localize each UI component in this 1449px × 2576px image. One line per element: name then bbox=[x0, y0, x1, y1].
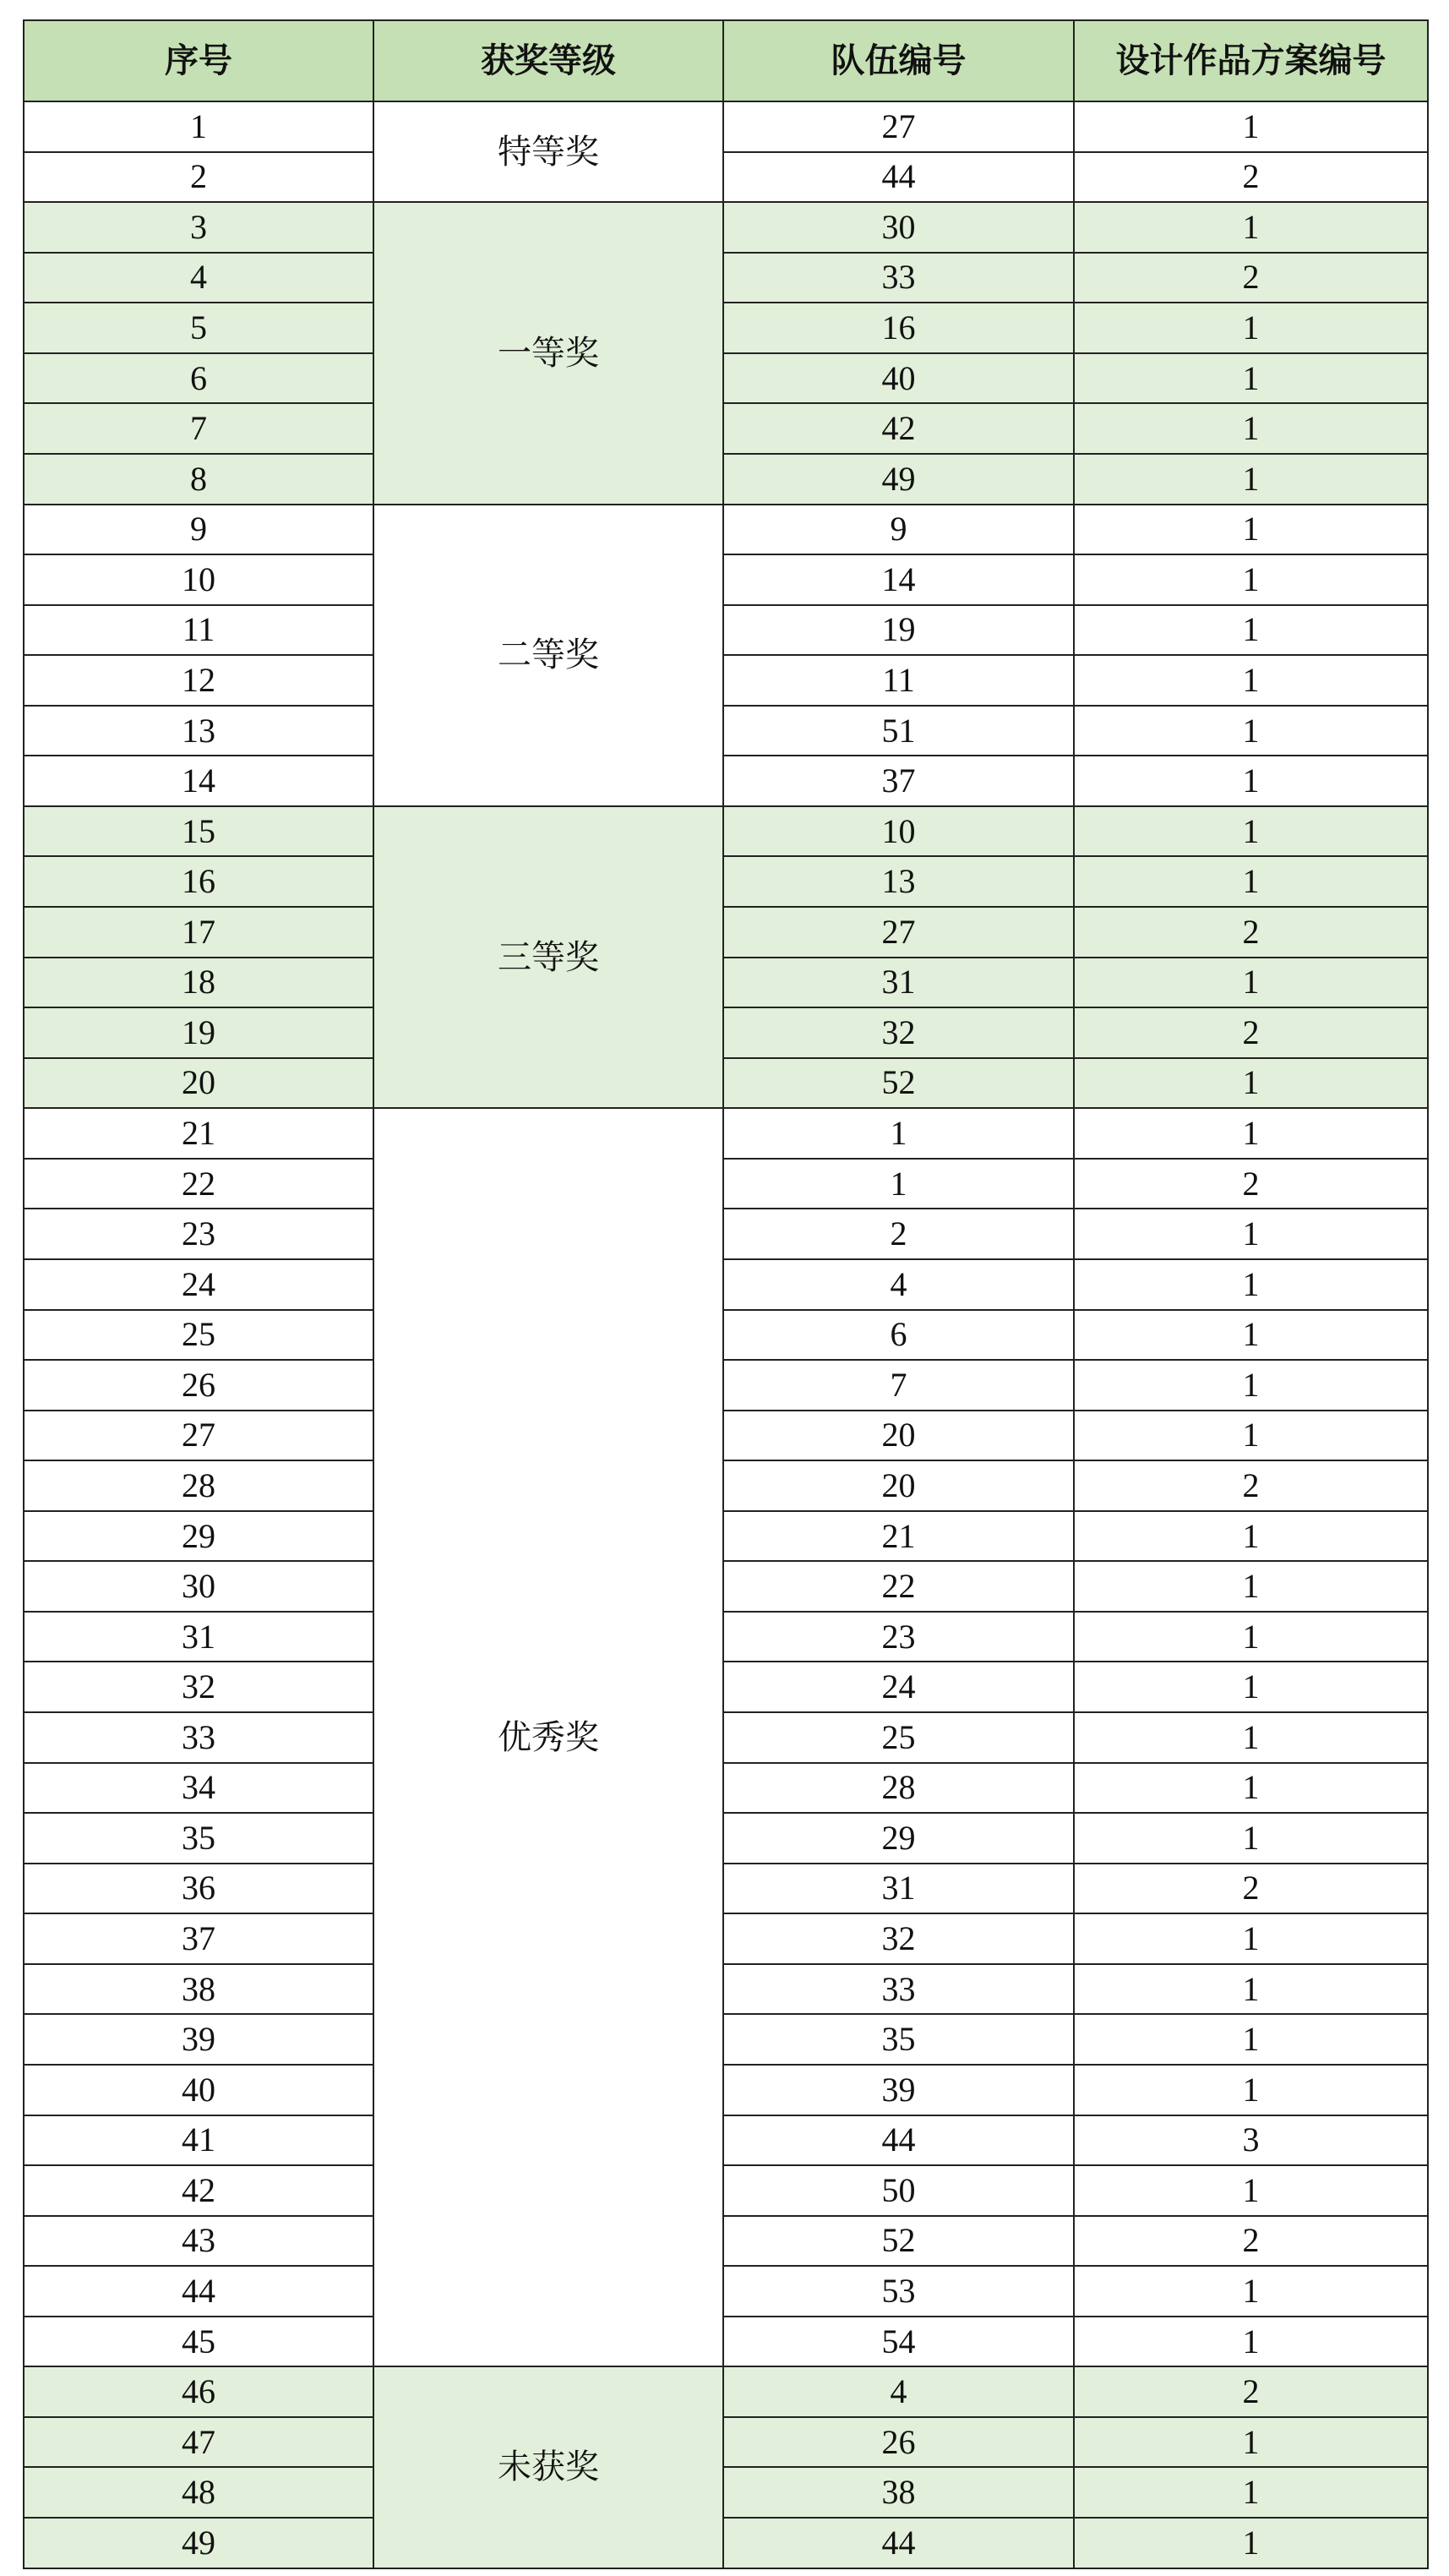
table-row bbox=[24, 2266, 1428, 2317]
team-number-cell: 30 bbox=[723, 202, 1074, 253]
design-plan-number-cell: 1 bbox=[1074, 2467, 1428, 2518]
team-number-cell: 4 bbox=[723, 2366, 1074, 2417]
award-level-cell: 优秀奖 bbox=[373, 1108, 723, 2366]
table-row bbox=[24, 605, 1428, 656]
team-number-cell: 14 bbox=[723, 554, 1074, 605]
team-number-cell: 29 bbox=[723, 1813, 1074, 1864]
design-plan-number-cell: 2 bbox=[1074, 1007, 1428, 1058]
team-number-cell: 35 bbox=[723, 2014, 1074, 2065]
design-plan-number-cell: 1 bbox=[1074, 2266, 1428, 2317]
team-number-cell: 37 bbox=[723, 756, 1074, 806]
team-number-cell: 16 bbox=[723, 303, 1074, 353]
table-row bbox=[24, 1007, 1428, 1058]
design-plan-number-cell: 1 bbox=[1074, 2518, 1428, 2568]
serial-number-cell: 40 bbox=[24, 2065, 373, 2115]
award-level-cell: 三等奖 bbox=[373, 806, 723, 1108]
table-row bbox=[24, 2366, 1428, 2417]
team-number-cell: 2 bbox=[723, 1209, 1074, 1259]
table-row bbox=[24, 1612, 1428, 1662]
design-plan-number-cell: 1 bbox=[1074, 856, 1428, 907]
serial-number-cell: 1 bbox=[24, 101, 373, 152]
team-number-cell: 20 bbox=[723, 1460, 1074, 1511]
serial-number-cell: 48 bbox=[24, 2467, 373, 2518]
serial-number-cell: 12 bbox=[24, 655, 373, 706]
team-number-cell: 32 bbox=[723, 1007, 1074, 1058]
design-plan-number-cell: 1 bbox=[1074, 1712, 1428, 1763]
table-row bbox=[24, 1662, 1428, 1712]
table-row bbox=[24, 1763, 1428, 1814]
team-number-cell: 39 bbox=[723, 2065, 1074, 2115]
design-plan-number-cell: 1 bbox=[1074, 2417, 1428, 2468]
serial-number-cell: 7 bbox=[24, 403, 373, 454]
design-plan-number-cell: 1 bbox=[1074, 1310, 1428, 1361]
team-number-cell: 44 bbox=[723, 2518, 1074, 2568]
design-plan-number-cell: 1 bbox=[1074, 958, 1428, 1008]
table-row bbox=[24, 856, 1428, 907]
design-plan-number-cell: 1 bbox=[1074, 101, 1428, 152]
design-plan-number-cell: 1 bbox=[1074, 403, 1428, 454]
serial-number-cell: 49 bbox=[24, 2518, 373, 2568]
design-plan-number-cell: 2 bbox=[1074, 253, 1428, 303]
design-plan-number-cell: 1 bbox=[1074, 1662, 1428, 1712]
design-plan-number-cell: 1 bbox=[1074, 1360, 1428, 1411]
team-number-cell: 13 bbox=[723, 856, 1074, 907]
serial-number-cell: 5 bbox=[24, 303, 373, 353]
serial-number-cell: 27 bbox=[24, 1411, 373, 1461]
design-plan-number-cell: 1 bbox=[1074, 1763, 1428, 1814]
design-plan-number-cell: 1 bbox=[1074, 1511, 1428, 1562]
design-plan-number-cell: 1 bbox=[1074, 806, 1428, 857]
header-serial-number: 序号 bbox=[24, 20, 373, 101]
serial-number-cell: 6 bbox=[24, 353, 373, 404]
design-plan-number-cell: 1 bbox=[1074, 2165, 1428, 2216]
design-plan-number-cell: 3 bbox=[1074, 2115, 1428, 2166]
table-row bbox=[24, 2014, 1428, 2065]
serial-number-cell: 30 bbox=[24, 1561, 373, 1612]
table-row bbox=[24, 403, 1428, 454]
serial-number-cell: 35 bbox=[24, 1813, 373, 1864]
table-row bbox=[24, 2115, 1428, 2166]
table-row bbox=[24, 1460, 1428, 1511]
serial-number-cell: 26 bbox=[24, 1360, 373, 1411]
team-number-cell: 52 bbox=[723, 2216, 1074, 2267]
serial-number-cell: 34 bbox=[24, 1763, 373, 1814]
design-plan-number-cell: 2 bbox=[1074, 907, 1428, 958]
table-row bbox=[24, 101, 1428, 152]
table-row bbox=[24, 2165, 1428, 2216]
serial-number-cell: 16 bbox=[24, 856, 373, 907]
serial-number-cell: 47 bbox=[24, 2417, 373, 2468]
serial-number-cell: 3 bbox=[24, 202, 373, 253]
design-plan-number-cell: 1 bbox=[1074, 756, 1428, 806]
table-row bbox=[24, 1864, 1428, 1914]
team-number-cell: 38 bbox=[723, 2467, 1074, 2518]
team-number-cell: 40 bbox=[723, 353, 1074, 404]
design-plan-number-cell: 2 bbox=[1074, 2366, 1428, 2417]
serial-number-cell: 15 bbox=[24, 806, 373, 857]
serial-number-cell: 36 bbox=[24, 1864, 373, 1914]
serial-number-cell: 41 bbox=[24, 2115, 373, 2166]
table-row bbox=[24, 1561, 1428, 1612]
table-row bbox=[24, 1913, 1428, 1964]
design-plan-number-cell: 1 bbox=[1074, 1209, 1428, 1259]
team-number-cell: 4 bbox=[723, 1259, 1074, 1310]
team-number-cell: 25 bbox=[723, 1712, 1074, 1763]
serial-number-cell: 10 bbox=[24, 554, 373, 605]
team-number-cell: 50 bbox=[723, 2165, 1074, 2216]
table-row bbox=[24, 1712, 1428, 1763]
serial-number-cell: 31 bbox=[24, 1612, 373, 1662]
design-plan-number-cell: 1 bbox=[1074, 1411, 1428, 1461]
serial-number-cell: 39 bbox=[24, 2014, 373, 2065]
serial-number-cell: 37 bbox=[24, 1913, 373, 1964]
table-row bbox=[24, 1964, 1428, 2015]
team-number-cell: 22 bbox=[723, 1561, 1074, 1612]
table-row bbox=[24, 1159, 1428, 1209]
table-row bbox=[24, 303, 1428, 353]
header-row bbox=[24, 20, 1428, 101]
table-row bbox=[24, 907, 1428, 958]
table-row bbox=[24, 1259, 1428, 1310]
serial-number-cell: 19 bbox=[24, 1007, 373, 1058]
serial-number-cell: 13 bbox=[24, 706, 373, 756]
table-row bbox=[24, 1108, 1428, 1159]
serial-number-cell: 9 bbox=[24, 505, 373, 555]
table-row bbox=[24, 2467, 1428, 2518]
table-row bbox=[24, 1058, 1428, 1109]
serial-number-cell: 42 bbox=[24, 2165, 373, 2216]
design-plan-number-cell: 1 bbox=[1074, 1813, 1428, 1864]
team-number-cell: 52 bbox=[723, 1058, 1074, 1109]
team-number-cell: 10 bbox=[723, 806, 1074, 857]
serial-number-cell: 28 bbox=[24, 1460, 373, 1511]
table-row bbox=[24, 253, 1428, 303]
table-row bbox=[24, 1813, 1428, 1864]
table-row bbox=[24, 202, 1428, 253]
table-row bbox=[24, 554, 1428, 605]
table-row bbox=[24, 152, 1428, 203]
serial-number-cell: 25 bbox=[24, 1310, 373, 1361]
team-number-cell: 33 bbox=[723, 1964, 1074, 2015]
serial-number-cell: 17 bbox=[24, 907, 373, 958]
design-plan-number-cell: 1 bbox=[1074, 554, 1428, 605]
table-row bbox=[24, 2417, 1428, 2468]
team-number-cell: 24 bbox=[723, 1662, 1074, 1712]
team-number-cell: 19 bbox=[723, 605, 1074, 656]
serial-number-cell: 18 bbox=[24, 958, 373, 1008]
table-row bbox=[24, 1360, 1428, 1411]
team-number-cell: 54 bbox=[723, 2317, 1074, 2367]
team-number-cell: 49 bbox=[723, 454, 1074, 505]
team-number-cell: 44 bbox=[723, 152, 1074, 203]
team-number-cell: 7 bbox=[723, 1360, 1074, 1411]
design-plan-number-cell: 1 bbox=[1074, 353, 1428, 404]
awards-table bbox=[23, 19, 1429, 2569]
table-row bbox=[24, 454, 1428, 505]
team-number-cell: 20 bbox=[723, 1411, 1074, 1461]
team-number-cell: 31 bbox=[723, 1864, 1074, 1914]
serial-number-cell: 8 bbox=[24, 454, 373, 505]
serial-number-cell: 24 bbox=[24, 1259, 373, 1310]
design-plan-number-cell: 2 bbox=[1074, 1460, 1428, 1511]
header-award-level: 获奖等级 bbox=[373, 20, 723, 101]
serial-number-cell: 4 bbox=[24, 253, 373, 303]
team-number-cell: 27 bbox=[723, 907, 1074, 958]
table-row bbox=[24, 958, 1428, 1008]
table-row bbox=[24, 655, 1428, 706]
team-number-cell: 21 bbox=[723, 1511, 1074, 1562]
design-plan-number-cell: 1 bbox=[1074, 1612, 1428, 1662]
team-number-cell: 44 bbox=[723, 2115, 1074, 2166]
team-number-cell: 27 bbox=[723, 101, 1074, 152]
design-plan-number-cell: 1 bbox=[1074, 2065, 1428, 2115]
design-plan-number-cell: 1 bbox=[1074, 655, 1428, 706]
team-number-cell: 33 bbox=[723, 253, 1074, 303]
table-row bbox=[24, 1209, 1428, 1259]
table-row bbox=[24, 806, 1428, 857]
design-plan-number-cell: 2 bbox=[1074, 2216, 1428, 2267]
award-level-cell: 二等奖 bbox=[373, 505, 723, 806]
serial-number-cell: 2 bbox=[24, 152, 373, 203]
design-plan-number-cell: 1 bbox=[1074, 1913, 1428, 1964]
design-plan-number-cell: 1 bbox=[1074, 706, 1428, 756]
serial-number-cell: 33 bbox=[24, 1712, 373, 1763]
team-number-cell: 9 bbox=[723, 505, 1074, 555]
design-plan-number-cell: 2 bbox=[1074, 1864, 1428, 1914]
design-plan-number-cell: 1 bbox=[1074, 1964, 1428, 2015]
table-body bbox=[24, 101, 1428, 2568]
design-plan-number-cell: 1 bbox=[1074, 505, 1428, 555]
design-plan-number-cell: 1 bbox=[1074, 454, 1428, 505]
award-level-cell: 一等奖 bbox=[373, 202, 723, 504]
serial-number-cell: 23 bbox=[24, 1209, 373, 1259]
serial-number-cell: 29 bbox=[24, 1511, 373, 1562]
table-row bbox=[24, 2518, 1428, 2568]
design-plan-number-cell: 2 bbox=[1074, 1159, 1428, 1209]
serial-number-cell: 44 bbox=[24, 2266, 373, 2317]
serial-number-cell: 20 bbox=[24, 1058, 373, 1109]
team-number-cell: 28 bbox=[723, 1763, 1074, 1814]
team-number-cell: 31 bbox=[723, 958, 1074, 1008]
header-design-plan-number: 设计作品方案编号 bbox=[1074, 20, 1428, 101]
award-level-cell: 特等奖 bbox=[373, 101, 723, 202]
table-row bbox=[24, 2317, 1428, 2367]
team-number-cell: 1 bbox=[723, 1108, 1074, 1159]
award-level-cell: 未获奖 bbox=[373, 2366, 723, 2568]
team-number-cell: 51 bbox=[723, 706, 1074, 756]
design-plan-number-cell: 2 bbox=[1074, 152, 1428, 203]
serial-number-cell: 45 bbox=[24, 2317, 373, 2367]
table-row bbox=[24, 2216, 1428, 2267]
table-row bbox=[24, 756, 1428, 806]
team-number-cell: 11 bbox=[723, 655, 1074, 706]
team-number-cell: 32 bbox=[723, 1913, 1074, 1964]
table-row bbox=[24, 1411, 1428, 1461]
team-number-cell: 23 bbox=[723, 1612, 1074, 1662]
serial-number-cell: 46 bbox=[24, 2366, 373, 2417]
design-plan-number-cell: 1 bbox=[1074, 303, 1428, 353]
table-row bbox=[24, 1511, 1428, 1562]
team-number-cell: 53 bbox=[723, 2266, 1074, 2317]
team-number-cell: 6 bbox=[723, 1310, 1074, 1361]
header-team-number: 队伍编号 bbox=[723, 20, 1074, 101]
design-plan-number-cell: 1 bbox=[1074, 605, 1428, 656]
design-plan-number-cell: 1 bbox=[1074, 202, 1428, 253]
team-number-cell: 1 bbox=[723, 1159, 1074, 1209]
design-plan-number-cell: 1 bbox=[1074, 1108, 1428, 1159]
serial-number-cell: 32 bbox=[24, 1662, 373, 1712]
team-number-cell: 26 bbox=[723, 2417, 1074, 2468]
design-plan-number-cell: 1 bbox=[1074, 1058, 1428, 1109]
table-row bbox=[24, 2065, 1428, 2115]
serial-number-cell: 43 bbox=[24, 2216, 373, 2267]
design-plan-number-cell: 1 bbox=[1074, 1259, 1428, 1310]
table-header bbox=[24, 20, 1428, 101]
serial-number-cell: 21 bbox=[24, 1108, 373, 1159]
serial-number-cell: 11 bbox=[24, 605, 373, 656]
serial-number-cell: 22 bbox=[24, 1159, 373, 1209]
serial-number-cell: 14 bbox=[24, 756, 373, 806]
serial-number-cell: 38 bbox=[24, 1964, 373, 2015]
table-row bbox=[24, 706, 1428, 756]
design-plan-number-cell: 1 bbox=[1074, 1561, 1428, 1612]
table-row bbox=[24, 505, 1428, 555]
team-number-cell: 42 bbox=[723, 403, 1074, 454]
design-plan-number-cell: 1 bbox=[1074, 2014, 1428, 2065]
table-row bbox=[24, 353, 1428, 404]
table-row bbox=[24, 1310, 1428, 1361]
design-plan-number-cell: 1 bbox=[1074, 2317, 1428, 2367]
